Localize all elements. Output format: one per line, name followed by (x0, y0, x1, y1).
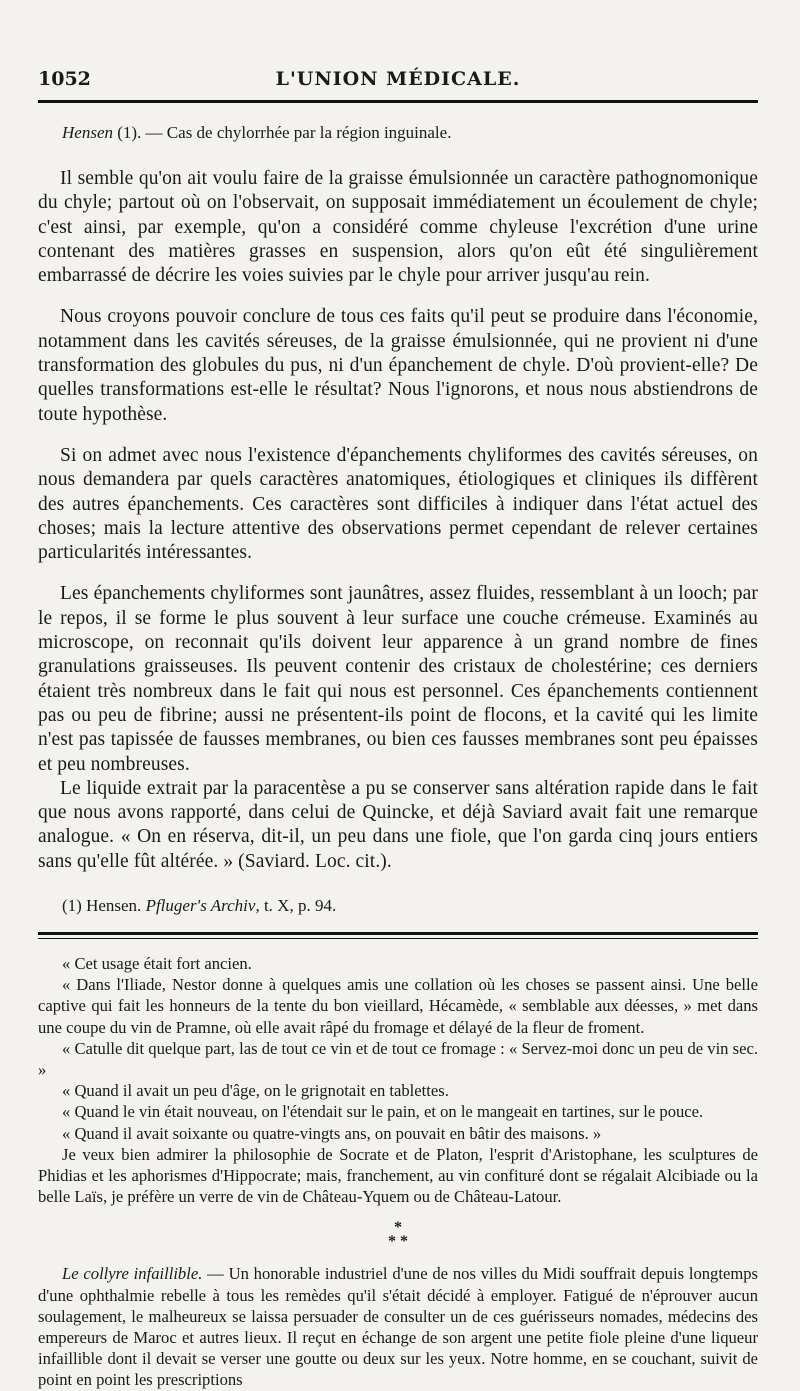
footnote-journal: Pfluger's Archiv (145, 896, 256, 916)
paragraph: Il semble qu'on ait voulu faire de la graisse émulsionnée un caractère pathognomonique du chyle; partout où on l'observait, on supposait immédiatement un écoulement de chyle; c'est ainsi, par exemple, qu'on a considéré comme chyleuse l'excrétion d'une urine contenant des matières grasses en suspension, alors qu'on eût été singulièrement embarrassé de décrire les voies suivies par le chyle pour arriver jusqu'au rein. (38, 168, 758, 287)
feuilleton-paragraph: Je veux bien admirer la philosophie de Socrate et de Platon, l'esprit d'Aristophane, les sculptures de Phidias et les aphorismes d'Hippocrate; mais, franchement, au vin confituré dont se régalait Alcibiade ou la belle Laïs, je préfère un verre de vin de Château-Yquem ou de Château-Latour. (38, 1144, 758, 1207)
footnote (62, 896, 758, 916)
reference-author: Hensen (62, 123, 113, 142)
feuilleton-paragraph: « Quand il avait soixante ou quatre-vingts ans, on pouvait en bâtir des maisons. » (62, 1123, 602, 1143)
footnote-number: (1) Hensen. (62, 896, 146, 916)
collyre-paragraph (38, 1263, 758, 1390)
collyre-title: Le collyre infaillible. (62, 1264, 203, 1284)
feuilleton (38, 953, 758, 1391)
feuilleton-paragraph: « Dans l'Iliade, Nestor donne à quelques amis une collation où les choses se passent ainsi. Une belle captive qui fait les honneurs de la tente du bon vieillard, Hécamède, « semblable aux déesses, » met dans une coupe du vin de Pramne, où elle avait râpé du fromage et délayé de la fleur de froment. (38, 975, 758, 1037)
feuilleton-rule-thick (38, 932, 758, 935)
running-head (38, 68, 758, 98)
paragraph: Si on admet avec nous l'existence d'épanchements chyliformes des cavités séreuses, on nous demandera par quels caractères anatomiques, étiologiques et cliniques ils diffèrent des autres épanchements. Ces caractères sont difficiles à indiquer dans l'état actuel des choses; mais la lecture attentive des observations permet cependant de relever certaines particularités intéressantes. (38, 444, 758, 564)
feuilleton-rule-thin (38, 938, 758, 939)
footnote-rest: , t. X, p. 94. (255, 896, 337, 916)
asterism: * * * (388, 1219, 408, 1251)
feuilleton-paragraph: « Catulle dit quelque part, las de tout ce vin et de tout ce fromage : « Servez-moi donc un peu de vin sec. » (38, 1038, 758, 1080)
feuilleton-paragraph: « Cet usage était fort ancien. (62, 954, 252, 974)
header-rule (38, 100, 758, 103)
paragraph: Les épanchements chyliformes sont jaunâtres, assez fluides, ressemblant à un looch; par le repos, il se forme le plus souvent à leur surface une couche crémeuse. Examinés au microscope, on reconnait qu'ils doivent leur apparence à un grand nombre de fines granulations graisseuses. Ils peuvent contenir des cristaux de cholestérine; ces derniers étaient très nombreux dans le fait qui nous est personnel. Ces épanchements contiennent pas ou peu de fibrine; aussi ne présentent-ils point de flocons, et la cavité qui les limite n'est pas tapissée de fausses membranes, ou bien ces fausses membranes sont peu épaisses et peu nombreuses. (38, 583, 758, 775)
page-number: 1052 (38, 68, 91, 90)
collyre-text: — Un honorable industriel d'une de nos villes du Midi souffrait depuis longtemps d'une ophthalmie rebelle à tous les remèdes qu'il s'était décidé à employer. Fatigué de n'éprouver aucun soulagement, le malheureux se laissa persuader de consulter un de ces guérisseurs nomades, médecins des empereurs de Maroc et autres lieux. Il reçut en échange de son argent une petite fiole pleine d'une liqueur infaillible dont il devait se verser une goutte ou deux sur les yeux. Notre homme, en se couchant, suivit de point en point les prescriptions (38, 1264, 758, 1390)
reference-line (62, 123, 758, 143)
paragraph: Le liquide extrait par la paracentèse a pu se conserver sans altération rapide dans le fait que nous avons rapporté, dans celui de Quincke, et déjà Saviard avait fait une remarque analogue. « On en réserva, dit-il, un peu dans une fiole, que l'on garda cinq jours entiers sans qu'elle fût altérée. » (Saviard. Loc. cit.). (38, 777, 758, 872)
paragraph: Nous croyons pouvoir conclure de tous ces faits qu'il peut se produire dans l'économie, notamment dans les cavités séreuses, de la graisse émulsionnée, qui ne provient ni d'une transformation des globules du pus, ni d'un épanchement de chyle. D'où provient-elle? De quelles transformations est-elle le résultat? Nous l'ignorons, et nous nous abstiendrons de toute hypothèse. (38, 306, 758, 425)
reference-note: (1). — Cas de chylorrhée par la région inguinale. (112, 123, 452, 142)
feuilleton-paragraph: « Quand il avait un peu d'âge, on le grignotait en tablettes. (62, 1081, 449, 1101)
journal-title: L'UNION MÉDICALE. (275, 68, 521, 90)
article-body (38, 167, 758, 874)
feuilleton-paragraph: « Quand le vin était nouveau, on l'étendait sur le pain, et on le mangeait en tartines, sur le pouce. (62, 1102, 704, 1122)
